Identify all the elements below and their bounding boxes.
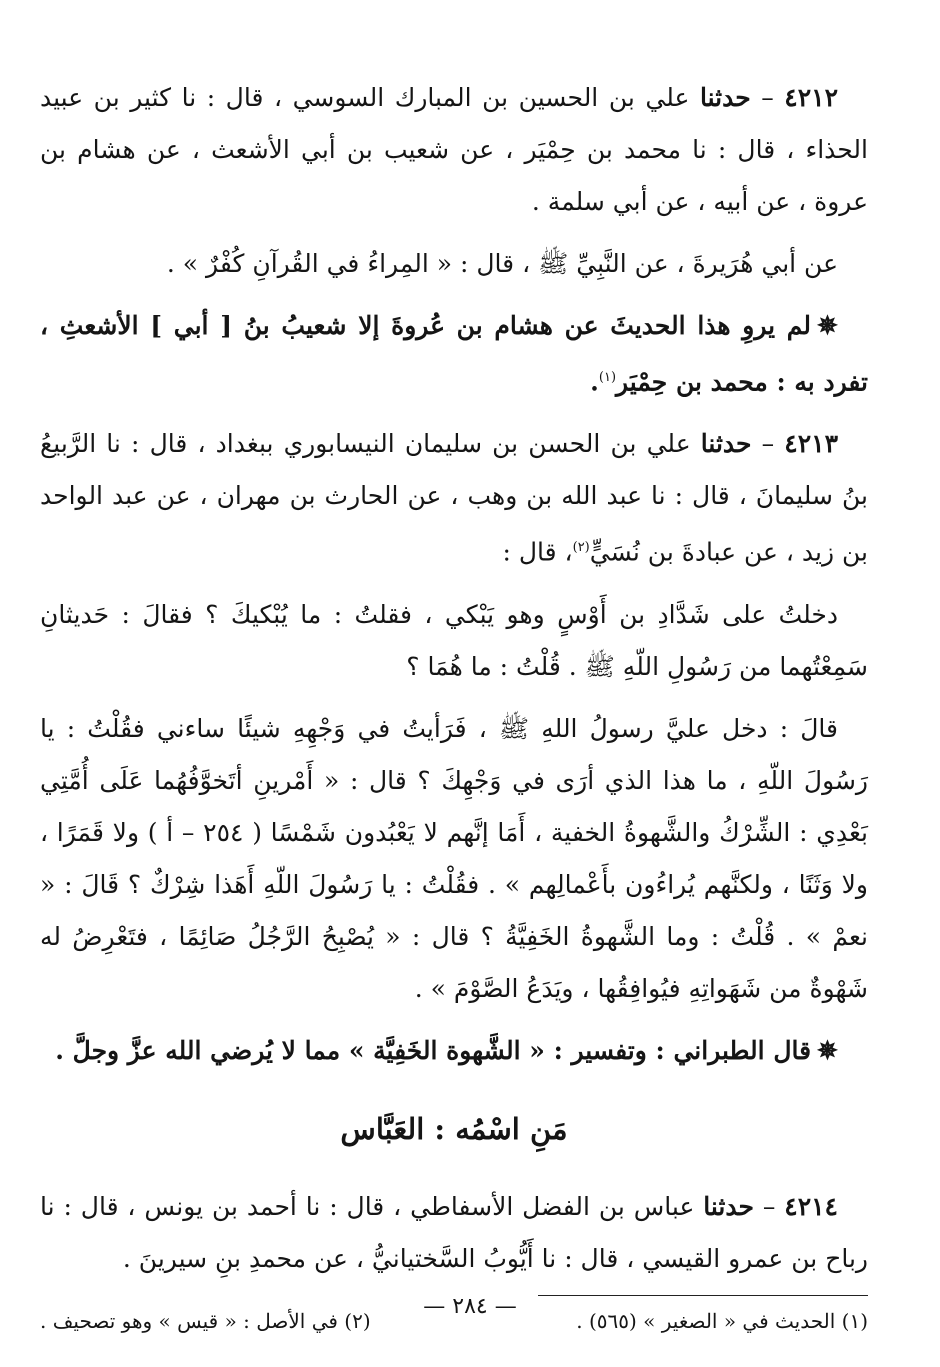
- hadith-keyword: حدثنا: [699, 83, 751, 112]
- dash: –: [753, 1191, 785, 1221]
- star-icon: ✵: [817, 1035, 838, 1065]
- hadith-number: ٤٢١٤: [784, 1191, 838, 1221]
- hadith-keyword: حدثنا: [703, 1191, 754, 1221]
- footnote-1: (١) الحديث في « الصغير » (٥٦٥) .: [576, 1308, 868, 1333]
- footnote-2: (٢) في الأصل : « قيس » وهو تصحيف .: [40, 1308, 371, 1333]
- hadith-number: ٤٢١٣: [784, 429, 838, 459]
- hadith-4212-matn: عن أبي هُرَيرةَ ، عن النَّبِيِّ ﷺ ، قال : « المِراءُ في القُرآنِ كُفْرٌ » .: [166, 249, 838, 278]
- footnote-ref: (٢): [572, 540, 590, 556]
- dash: –: [751, 429, 785, 459]
- hadith-4212-isnad: [40, 72, 868, 228]
- star-icon: ✵: [817, 311, 838, 340]
- hadith-keyword: حدثنا: [700, 429, 752, 459]
- hadith-number: ٤٢١٢: [784, 83, 838, 112]
- hadith-4214-isnad: [40, 1181, 868, 1285]
- hadith-4212-note: [40, 300, 868, 408]
- note-end: .: [590, 367, 599, 397]
- section-heading: مَنِ اسْمُه : العَبَّاس: [340, 1111, 568, 1146]
- page-number: — ٢٨٤ —: [423, 1294, 517, 1319]
- footnote-ref: (١): [598, 370, 617, 385]
- hadith-4213-isnad: [40, 418, 868, 578]
- isnad-text: عباس بن الفضل الأسفاطي ، قال : نا أحمد بن يونس ، قال : نا رباح بن عمرو القيسي ، قال : نا أَيُّوبُ السَّختيانيُّ ، عن محمدِ بنِ سيرينَ .: [40, 1191, 868, 1273]
- note-text: قال الطبراني : وتفسير : « الشَّهوة الخَفِيَّة » مما لا يُرضي الله عزَّ وجلَّ .: [55, 1035, 812, 1065]
- hadith-4213-matn-1: دخلتُ على شَدَّادِ بن أَوْسٍ وهو يَبْكي ، فقلتُ : ما يُبْكيكَ ؟ فقالَ : حَديثانِ سَمِعْتُهما من رَسُولِ اللّهِ ﷺ . قُلْتُ : ما هُمَا ؟: [40, 599, 868, 681]
- isnad-end: ، قال :: [502, 537, 573, 567]
- hadith-4213-matn-2: قالَ : دخل عليَّ رسولُ اللهِ ﷺ ، فَرَأيتُ في وَجْهِهِ شيئًا ساءني فقُلْتُ : يا رَسُولَ اللّهِ ، ما هذا الذي أرَى في وَجْهِكَ ؟ قال : « أَمْرينِ أتَخوَّفُهُما عَلَى أُمَّتِي بَعْدِي : الشِّرْكُ والشَّهوةُ الخفية ، أَمَا إنَّهم لا يَعْبُدون شَمْسًا ( ٢٥٤ – أ ) ولا قَمَرًا ، ولا وَثَنًا ، ولكنَّهم يُراءُون بأَعْمالِهم » . فقُلْتُ : يا رَسُولَ اللّهِ أَهَذا شِرْكٌ ؟ قَالَ : « نعمْ » . قُلْتُ : وما الشَّهوةُ الخَفِيَّةُ ؟ قال : « يُصْبِحُ الرَّجُلُ صَائِمًا ، فتَعْرِضُ له شَهْوةٌ من شَهَواتِهِ فيُوافِقُها ، ويَدَعُ الصَّوْمَ » .: [40, 713, 868, 1003]
- dash: –: [750, 83, 785, 112]
- isnad-text: علي بن الحسين بن المبارك السوسي ، قال : نا كثير بن عبيد الحذاء ، قال : نا محمد بن حِمْيَر ، عن شعيب بن أبي الأشعث ، عن هشام بن عروة ، عن أبيه ، عن أبي سلمة .: [40, 83, 868, 216]
- note-text: لم يروِ هذا الحديثَ عن هشام بن عُروةَ إلا شعيبُ بنُ [ أبي ] الأشعثِ ، تفرد به : محمد بن حِمْيَر: [40, 311, 868, 397]
- isnad-text: علي بن الحسن بن سليمان النيسابوري ببغداد ، قال : نا الرَّبيعُ بنُ سليمانَ ، قال : نا عبد الله بن وهب ، عن الحارث بن مهران ، عن عبد الواحد بن زيد ، عن عبادةَ بن نُسَيٍّ: [40, 429, 868, 567]
- hadith-4213-note: [40, 1025, 868, 1077]
